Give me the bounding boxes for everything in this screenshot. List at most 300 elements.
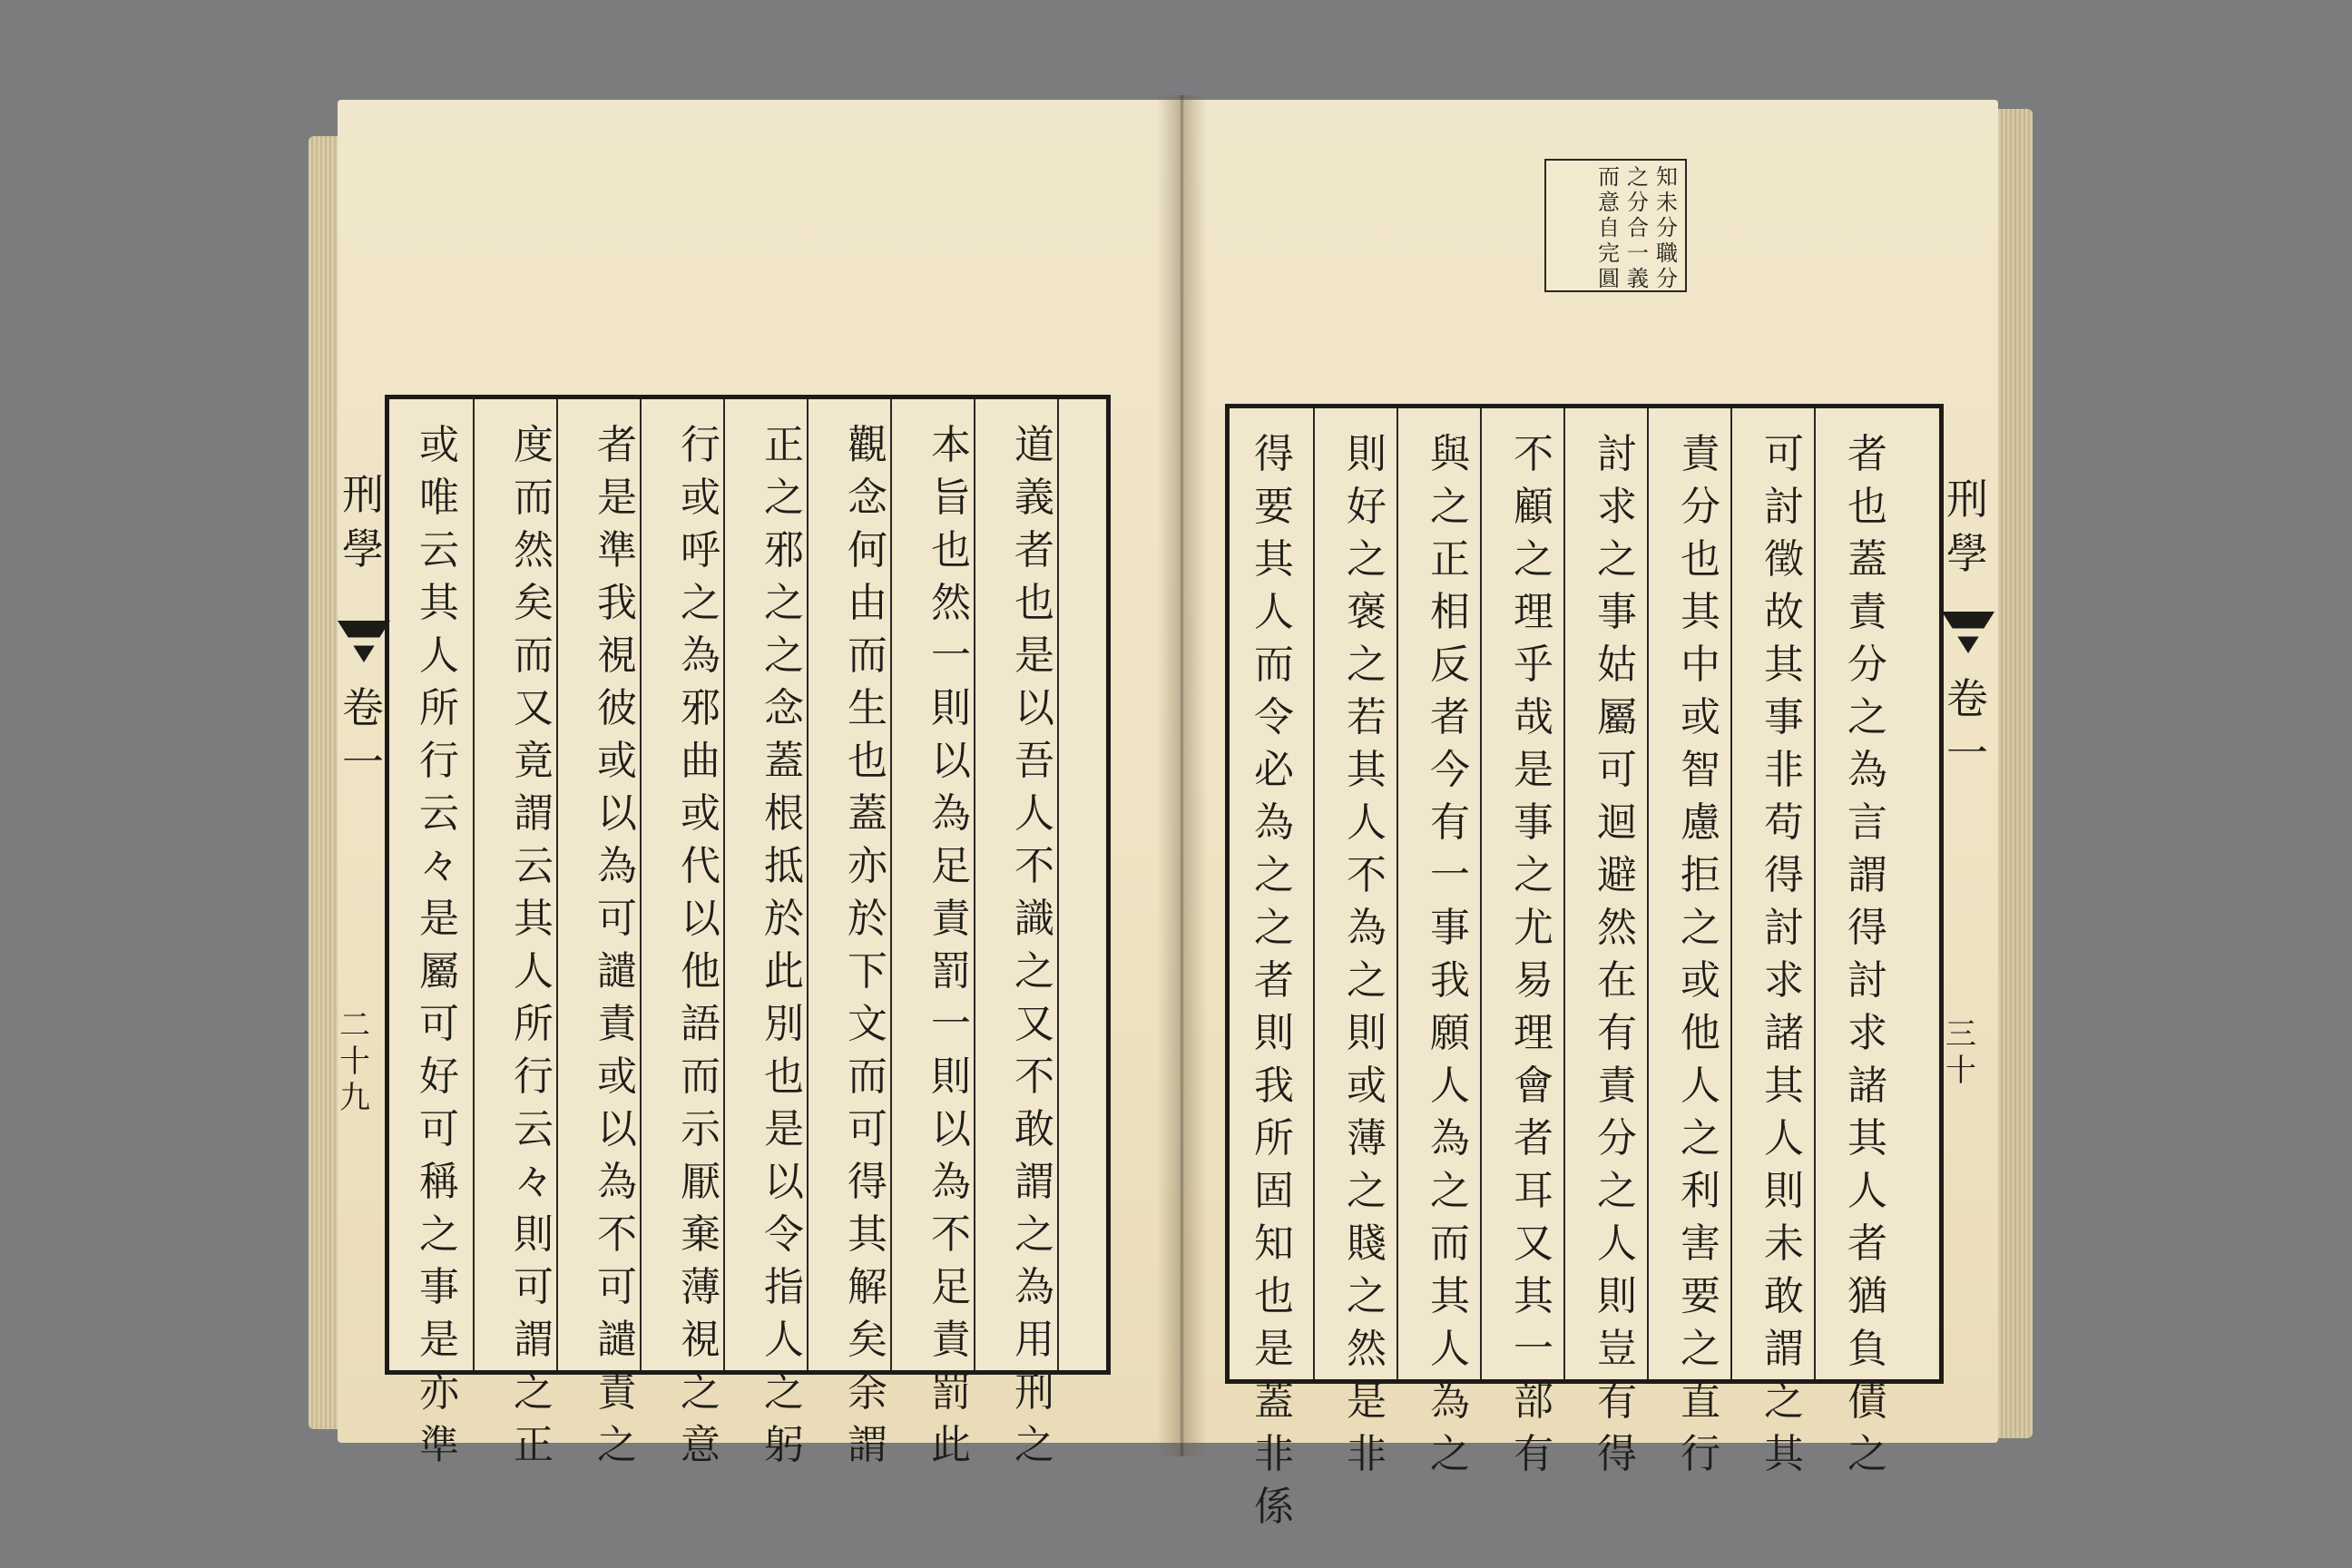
text-column — [1752, 408, 1816, 1477]
glyph: 迴 — [1597, 799, 1637, 846]
glyph: 不 — [1014, 843, 1054, 889]
glyph: 責 — [931, 896, 971, 942]
glyph: 係 — [1254, 1484, 1294, 1530]
left-folio-number — [339, 1007, 370, 1116]
glyph: 語 — [681, 1001, 720, 1047]
glyph: 他 — [1681, 1010, 1720, 1056]
glyph: 敢 — [1764, 1273, 1804, 1319]
glyph: 非 — [1254, 1431, 1294, 1477]
glyph: 又 — [514, 685, 554, 731]
glyph: 其 — [1254, 536, 1294, 583]
glyph: 亦 — [419, 1369, 459, 1416]
glyph: 所 — [1254, 1115, 1294, 1161]
glyph: 一 — [1627, 240, 1649, 266]
glyph: 為 — [931, 790, 971, 837]
glyph: 會 — [1514, 1063, 1553, 1109]
glyph: 願 — [1430, 1010, 1470, 1056]
margin-note-line — [1623, 164, 1652, 291]
glyph: 文 — [848, 1001, 887, 1047]
glyph: 之 — [764, 632, 804, 679]
glyph: 又 — [1514, 1220, 1553, 1267]
glyph: 於 — [764, 896, 804, 942]
glyph: 討 — [1597, 431, 1637, 477]
glyph: 非 — [1347, 1431, 1387, 1477]
glyph: 完 — [1598, 240, 1620, 266]
glyph: 其 — [1347, 747, 1387, 793]
glyph: 相 — [1430, 589, 1470, 635]
glyph: 學 — [342, 524, 384, 573]
margin-note-line — [1652, 164, 1681, 291]
glyph: 邪 — [764, 527, 804, 573]
glyph: 視 — [681, 1317, 720, 1363]
glyph: 是 — [1014, 632, 1054, 679]
glyph: 求 — [1847, 1010, 1887, 1056]
glyph: 人 — [1254, 589, 1294, 635]
glyph: 則 — [514, 1211, 554, 1258]
glyph: 易 — [1514, 957, 1553, 1004]
glyph: 者 — [1847, 1220, 1887, 1267]
glyph: 必 — [1254, 747, 1294, 793]
glyph: 之 — [1681, 1326, 1720, 1372]
glyph: 稱 — [419, 1159, 459, 1205]
glyph: 可 — [597, 1264, 637, 1310]
glyph: 指 — [764, 1264, 804, 1310]
glyph: 則 — [1764, 1168, 1804, 1214]
glyph: 其 — [1764, 1063, 1804, 1109]
glyph: 則 — [931, 1054, 971, 1100]
glyph: 為 — [1347, 905, 1387, 951]
glyph: 而 — [514, 475, 554, 521]
glyph: 刑 — [342, 470, 384, 519]
glyph: 云 — [419, 527, 459, 573]
glyph: 好 — [1347, 484, 1387, 530]
glyph: 或 — [1347, 1063, 1387, 1109]
glyph: 於 — [848, 896, 887, 942]
glyph: 足 — [931, 843, 971, 889]
glyph: 示 — [681, 1106, 720, 1152]
glyph: 行 — [514, 1054, 554, 1100]
glyph: 或 — [681, 790, 720, 837]
glyph: 之 — [1014, 1422, 1054, 1468]
glyph: 或 — [1681, 694, 1720, 740]
glyph: 者 — [1014, 527, 1054, 573]
glyph: 慮 — [1681, 799, 1720, 846]
glyph: 好 — [419, 1054, 459, 1100]
glyph: 其 — [514, 896, 554, 942]
text-column — [407, 399, 471, 1468]
glyph: 為 — [1430, 1115, 1470, 1161]
glyph: 則 — [1597, 1273, 1637, 1319]
glyph: 責 — [1847, 589, 1887, 635]
glyph: 之 — [1347, 957, 1387, 1004]
glyph: 猶 — [1847, 1273, 1887, 1319]
glyph: 可 — [419, 1106, 459, 1152]
glyph: 言 — [1847, 799, 1887, 846]
glyph: 之 — [1254, 852, 1294, 898]
glyph: 求 — [1764, 957, 1804, 1004]
glyph: 賤 — [1347, 1220, 1387, 1267]
glyph: 人 — [1430, 1063, 1470, 1109]
glyph: 之 — [764, 580, 804, 626]
text-column — [1003, 399, 1066, 1468]
glyph: 今 — [1430, 747, 1470, 793]
glyph: 人 — [1014, 790, 1054, 837]
glyph: 責 — [597, 1001, 637, 1047]
glyph: 分 — [1656, 215, 1678, 240]
glyph: 顧 — [1514, 484, 1553, 530]
glyph: 哉 — [1514, 694, 1553, 740]
glyph: 準 — [597, 527, 637, 573]
glyph: 也 — [1681, 536, 1720, 583]
glyph: 謂 — [514, 1317, 554, 1363]
glyph: 不 — [1347, 852, 1387, 898]
glyph: 之 — [1347, 642, 1387, 688]
glyph: 亦 — [848, 843, 887, 889]
glyph: 根 — [764, 790, 804, 837]
glyph: 要 — [1254, 484, 1294, 530]
glyph: 豈 — [1597, 1326, 1637, 1372]
glyph: 分 — [1597, 1115, 1637, 1161]
glyph: 人 — [514, 948, 554, 995]
glyph: 卷 — [342, 683, 384, 732]
glyph: 為 — [1254, 799, 1294, 846]
glyph: 然 — [1347, 1326, 1387, 1372]
glyph: 是 — [1514, 747, 1553, 793]
text-column — [919, 399, 983, 1468]
glyph: 而 — [848, 1054, 887, 1100]
glyph: 一 — [342, 738, 384, 787]
glyph: 是 — [419, 1317, 459, 1363]
glyph: 其 — [1847, 1115, 1887, 1161]
glyph: 而 — [514, 632, 554, 679]
glyph: 之 — [1254, 905, 1294, 951]
glyph: 與 — [1430, 431, 1470, 477]
glyph: 念 — [848, 475, 887, 521]
glyph: 責 — [1597, 1063, 1637, 1109]
glyph: 也 — [1847, 484, 1887, 530]
glyph: 躬 — [764, 1422, 804, 1468]
glyph: 人 — [1847, 1168, 1887, 1214]
glyph: 謂 — [848, 1422, 887, 1468]
glyph: 圓 — [1598, 266, 1620, 291]
glyph: 行 — [1681, 1431, 1720, 1477]
text-column — [1836, 408, 1899, 1477]
glyph: 可 — [1764, 431, 1804, 477]
glyph: 不 — [931, 1211, 971, 1258]
glyph: 以 — [764, 1159, 804, 1205]
glyph: 別 — [764, 1001, 804, 1047]
glyph: 者 — [1254, 957, 1294, 1004]
glyph: 下 — [848, 948, 887, 995]
glyph: 其 — [1764, 1431, 1804, 1477]
open-book — [309, 95, 2033, 1530]
glyph: 之 — [1681, 1115, 1720, 1161]
glyph: 度 — [514, 422, 554, 468]
text-column — [502, 399, 565, 1468]
glyph: 道 — [1014, 422, 1054, 468]
text-column — [752, 399, 816, 1468]
glyph: 責 — [1681, 431, 1720, 477]
glyph: 罰 — [931, 1369, 971, 1416]
glyph: 可 — [1597, 747, 1637, 793]
glyph: 責 — [931, 1317, 971, 1363]
glyph: 何 — [848, 527, 887, 573]
glyph: 十 — [1945, 1053, 1976, 1089]
glyph: 以 — [597, 1106, 637, 1152]
glyph: 之 — [1681, 905, 1720, 951]
glyph: 代 — [681, 843, 720, 889]
glyph: 則 — [931, 685, 971, 731]
glyph: 拒 — [1681, 852, 1720, 898]
glyph: 者 — [597, 422, 637, 468]
glyph: 之 — [681, 580, 720, 626]
glyph: 矣 — [514, 580, 554, 626]
glyph: 他 — [681, 948, 720, 995]
glyph: 理 — [1514, 589, 1553, 635]
glyph: 屬 — [1597, 694, 1637, 740]
glyph: 褒 — [1347, 589, 1387, 635]
glyph: 責 — [597, 1369, 637, 1416]
glyph: 足 — [931, 1264, 971, 1310]
glyph: 得 — [1847, 905, 1887, 951]
glyph: 刑 — [1014, 1369, 1054, 1416]
glyph: 之 — [1430, 1431, 1470, 1477]
glyph: 行 — [681, 422, 720, 468]
fish-tail-mark — [1942, 612, 1994, 653]
glyph: 不 — [1514, 431, 1553, 477]
glyph: 其 — [1764, 642, 1804, 688]
glyph: 然 — [1597, 905, 1637, 951]
glyph: 以 — [931, 1106, 971, 1152]
glyph: 然 — [514, 527, 554, 573]
glyph: 是 — [597, 475, 637, 521]
glyph: 或 — [597, 738, 637, 784]
glyph: 者 — [1514, 1115, 1553, 1161]
glyph: 討 — [1764, 484, 1804, 530]
glyph: 未 — [1656, 190, 1678, 215]
glyph: 之 — [1430, 1168, 1470, 1214]
glyph: 蓋 — [848, 790, 887, 837]
glyph: 其 — [848, 1211, 887, 1258]
glyph: 人 — [1597, 1220, 1637, 1267]
right-folio-number — [1945, 1016, 1976, 1089]
glyph: 分 — [1627, 190, 1649, 215]
glyph: 譴 — [597, 948, 637, 995]
glyph: 其 — [1514, 1273, 1553, 1319]
glyph: 徵 — [1764, 536, 1804, 583]
glyph: 之 — [1347, 536, 1387, 583]
glyph: 蓋 — [1254, 1378, 1294, 1425]
glyph: 有 — [1597, 1010, 1637, 1056]
glyph: 而 — [1598, 164, 1620, 190]
glyph: 未 — [1764, 1220, 1804, 1267]
glyph: 刑 — [1946, 475, 1988, 524]
glyph: 事 — [1430, 905, 1470, 951]
glyph: 謂 — [1014, 1159, 1054, 1205]
glyph: 有 — [1514, 1431, 1553, 1477]
glyph: 一 — [931, 632, 971, 679]
glyph: 唯 — [419, 475, 459, 521]
glyph: 而 — [681, 1054, 720, 1100]
glyph: 々 — [419, 843, 459, 889]
glyph: 耳 — [1514, 1168, 1553, 1214]
glyph: 卷 — [1946, 674, 1988, 723]
text-column — [585, 399, 649, 1468]
glyph: 若 — [1347, 694, 1387, 740]
glyph: 之 — [419, 1211, 459, 1258]
glyph: 也 — [848, 738, 887, 784]
glyph: 識 — [1014, 896, 1054, 942]
glyph: 中 — [1681, 642, 1720, 688]
glyph: 用 — [1014, 1317, 1054, 1363]
glyph: 人 — [764, 1317, 804, 1363]
glyph: 二 — [339, 1007, 370, 1044]
glyph: 正 — [764, 422, 804, 468]
glyph: 尤 — [1514, 905, 1553, 951]
glyph: 正 — [1430, 536, 1470, 583]
glyph: 自 — [1598, 215, 1620, 240]
glyph: 害 — [1681, 1220, 1720, 1267]
glyph: 又 — [1014, 1001, 1054, 1047]
glyph: 或 — [681, 475, 720, 521]
glyph: 則 — [1347, 1010, 1387, 1056]
glyph: 也 — [1254, 1273, 1294, 1319]
glyph: 蓋 — [1847, 536, 1887, 583]
glyph: 是 — [419, 896, 459, 942]
glyph: 薄 — [681, 1264, 720, 1310]
glyph: 々 — [514, 1159, 554, 1205]
text-column — [1669, 408, 1732, 1477]
glyph: 學 — [1946, 529, 1988, 578]
glyph: 而 — [1254, 642, 1294, 688]
glyph: 或 — [419, 422, 459, 468]
glyph: 要 — [1681, 1273, 1720, 1319]
glyph: 或 — [597, 1054, 637, 1100]
glyph: 視 — [597, 632, 637, 679]
glyph: 其 — [1681, 589, 1720, 635]
glyph: 所 — [419, 685, 459, 731]
glyph: 部 — [1514, 1378, 1553, 1425]
glyph: 然 — [931, 580, 971, 626]
glyph: 知 — [1656, 164, 1678, 190]
glyph: 敢 — [1014, 1106, 1054, 1152]
glyph: 之 — [514, 1369, 554, 1416]
glyph: 十 — [339, 1044, 370, 1080]
fish-tail-mark — [338, 621, 390, 662]
glyph: 曲 — [681, 738, 720, 784]
right-page — [1181, 100, 1998, 1530]
glyph: 三 — [1945, 1016, 1976, 1053]
glyph: 是 — [764, 1106, 804, 1152]
glyph: 之 — [1430, 484, 1470, 530]
glyph: 事 — [419, 1264, 459, 1310]
glyph: 人 — [419, 632, 459, 679]
glyph: 之 — [1847, 694, 1887, 740]
glyph: 為 — [931, 1159, 971, 1205]
glyph: 棄 — [681, 1211, 720, 1258]
glyph: 之 — [764, 1369, 804, 1416]
glyph: 邪 — [681, 685, 720, 731]
glyph: 則 — [1347, 431, 1387, 477]
glyph: 得 — [848, 1159, 887, 1205]
left-page — [338, 100, 1181, 1468]
glyph: 有 — [1430, 799, 1470, 846]
glyph: 義 — [1627, 266, 1649, 291]
glyph: 旨 — [931, 475, 971, 521]
glyph: 云 — [514, 843, 554, 889]
glyph: 知 — [1254, 1220, 1294, 1267]
glyph: 云 — [514, 1106, 554, 1152]
glyph: 所 — [514, 1001, 554, 1047]
glyph: 負 — [1847, 1326, 1887, 1372]
glyph: 則 — [1254, 1010, 1294, 1056]
glyph: 九 — [339, 1080, 370, 1116]
glyph: 之 — [681, 1369, 720, 1416]
glyph: 人 — [1764, 1115, 1804, 1161]
glyph: 一 — [1430, 852, 1470, 898]
column-rule — [1313, 408, 1315, 1379]
glyph: 人 — [1681, 1063, 1720, 1109]
glyph: 為 — [1430, 1378, 1470, 1425]
glyph: 諸 — [1764, 1010, 1804, 1056]
glyph: 此 — [931, 1422, 971, 1468]
glyph: 之 — [597, 1422, 637, 1468]
glyph: 之 — [1347, 1168, 1387, 1214]
glyph: 正 — [514, 1422, 554, 1468]
glyph: 厭 — [681, 1159, 720, 1205]
column-rule — [473, 399, 475, 1370]
right-text-frame — [1225, 404, 1944, 1530]
glyph: 分 — [1847, 642, 1887, 688]
glyph: 其 — [419, 580, 459, 626]
glyph: 諸 — [1847, 1063, 1887, 1109]
glyph: 令 — [1254, 694, 1294, 740]
glyph: 屬 — [419, 948, 459, 995]
glyph: 義 — [1014, 475, 1054, 521]
glyph: 一 — [1946, 729, 1988, 778]
glyph: 討 — [1847, 957, 1887, 1004]
glyph: 準 — [419, 1422, 459, 1468]
glyph: 為 — [1847, 747, 1887, 793]
glyph: 謂 — [514, 790, 554, 837]
glyph: 彼 — [597, 685, 637, 731]
text-column — [836, 399, 899, 1468]
glyph: 求 — [1597, 484, 1637, 530]
glyph: 竟 — [514, 738, 554, 784]
glyph: 以 — [681, 896, 720, 942]
glyph: 姑 — [1597, 642, 1637, 688]
glyph: 之 — [1847, 1431, 1887, 1477]
glyph: 觀 — [848, 422, 887, 468]
text-column — [1242, 408, 1306, 1530]
glyph: 之 — [1764, 1378, 1804, 1425]
glyph: 職 — [1656, 240, 1678, 266]
left-header-title — [338, 467, 388, 576]
glyph: 不 — [597, 1211, 637, 1258]
glyph: 之 — [1597, 1168, 1637, 1214]
margin-note — [1544, 159, 1687, 292]
glyph: 意 — [1598, 190, 1620, 215]
glyph: 本 — [931, 422, 971, 468]
glyph: 不 — [1014, 1054, 1054, 1100]
glyph: 利 — [1681, 1168, 1720, 1214]
glyph: 其 — [1430, 1273, 1470, 1319]
glyph: 得 — [1597, 1431, 1637, 1477]
glyph: 生 — [848, 685, 887, 731]
glyph: 謂 — [1764, 1326, 1804, 1372]
glyph: 者 — [1430, 694, 1470, 740]
glyph: 為 — [597, 843, 637, 889]
